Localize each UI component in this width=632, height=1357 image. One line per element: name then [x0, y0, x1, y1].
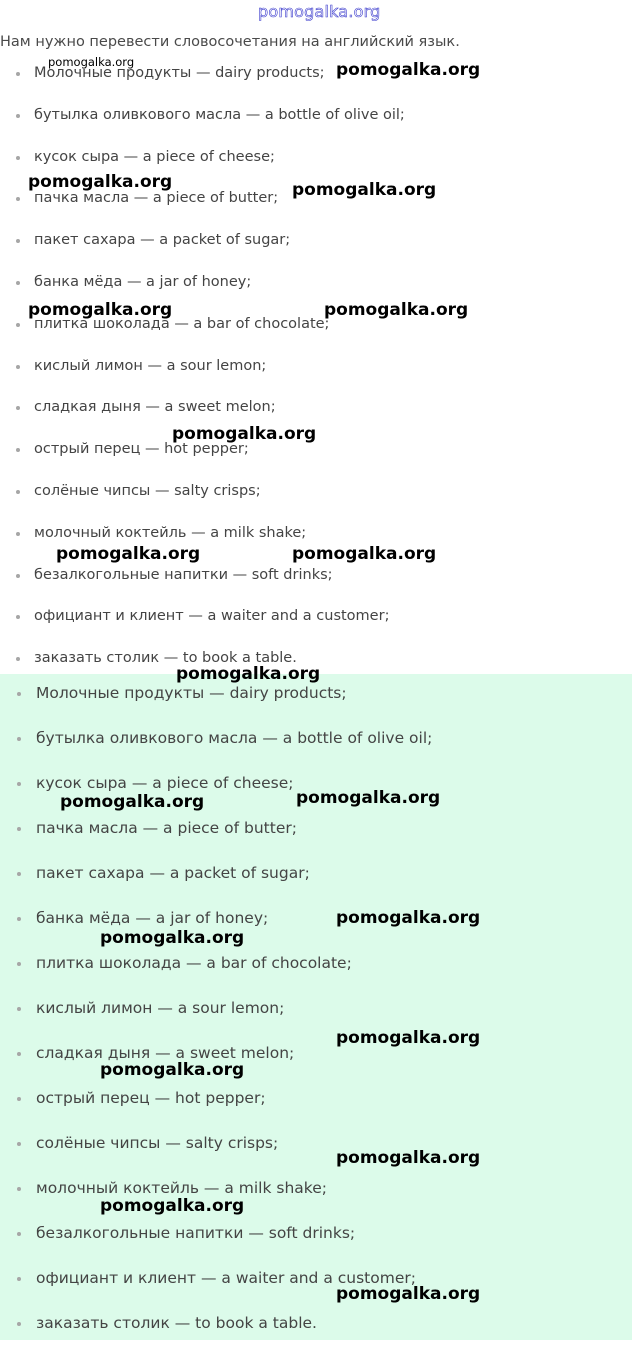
watermark: pomogalka.org [336, 1028, 481, 1048]
list-item: бутылка оливкового масла — a bottle of olive oil; [0, 105, 632, 147]
list-item: молочный коктейль — a milk shake; [0, 523, 632, 565]
watermark: pomogalka.org [336, 1148, 481, 1168]
list-item: безалкогольные напитки — soft drinks; [0, 1222, 632, 1267]
list-item: пакет сахара — a packet of sugar; [0, 862, 632, 907]
list-item: пачка масла — a piece of butter; [0, 188, 632, 230]
list-item: кислый лимон — a sour lemon; [0, 997, 632, 1042]
watermark: pomogalka.org [324, 300, 469, 320]
translation-list [0, 63, 632, 690]
list-item: острый перец — hot pepper; [0, 439, 632, 481]
list-item: кислый лимон — a sour lemon; [0, 356, 632, 398]
watermark: pomogalka.org [336, 908, 481, 928]
list-item: официант и клиент — a waiter and a customer; [0, 606, 632, 648]
intro-text: Нам нужно перевести словосочетания на английский язык. [0, 34, 460, 50]
list-item: бутылка оливкового масла — a bottle of olive oil; [0, 727, 632, 772]
watermark: pomogalka.org [56, 544, 201, 564]
top-watermark: pomogalka.org [258, 2, 381, 21]
watermark: pomogalka.org [60, 792, 205, 812]
watermark: pomogalka.org [336, 60, 481, 80]
list-item: солёные чипсы — salty crisps; [0, 481, 632, 523]
list-item: официант и клиент — a waiter and a customer; [0, 1267, 632, 1312]
list-item: сладкая дыня — a sweet melon; [0, 1042, 632, 1087]
list-item: заказать столик — to book a table. [0, 1312, 632, 1357]
watermark: pomogalka.org [176, 664, 321, 684]
list-item: сладкая дыня — a sweet melon; [0, 397, 632, 439]
list-item: Молочные продукты — dairy products; [0, 63, 632, 105]
list-item: пачка масла — a piece of butter; [0, 817, 632, 862]
list-item: банка мёда — a jar of honey; [0, 272, 632, 314]
list-item: безалкогольные напитки — soft drinks; [0, 565, 632, 607]
list-item: острый перец — hot pepper; [0, 1087, 632, 1132]
list-item: банка мёда — a jar of honey; [0, 907, 632, 952]
list-item: заказать столик — to book a table. [0, 648, 632, 690]
list-item: плитка шоколада — a bar of chocolate; [0, 314, 632, 356]
watermark: pomogalka.org [28, 300, 173, 320]
list-item: молочный коктейль — a milk shake; [0, 1177, 632, 1222]
watermark: pomogalka.org [292, 544, 437, 564]
list-item: пакет сахара — a packet of sugar; [0, 230, 632, 272]
list-item: Молочные продукты — dairy products; [0, 682, 632, 727]
watermark: pomogalka.org [292, 180, 437, 200]
watermark: pomogalka.org [48, 55, 135, 69]
translation-list-highlighted [0, 682, 632, 1357]
watermark: pomogalka.org [172, 424, 317, 444]
watermark: pomogalka.org [100, 928, 245, 948]
list-item: кусок сыра — a piece of cheese; [0, 772, 632, 817]
watermark: pomogalka.org [336, 1284, 481, 1304]
watermark: pomogalka.org [28, 172, 173, 192]
watermark: pomogalka.org [100, 1196, 245, 1216]
list-item: плитка шоколада — a bar of chocolate; [0, 952, 632, 997]
list-item: солёные чипсы — salty crisps; [0, 1132, 632, 1177]
list-item: кусок сыра — a piece of cheese; [0, 147, 632, 189]
watermark: pomogalka.org [296, 788, 441, 808]
watermark: pomogalka.org [100, 1060, 245, 1080]
